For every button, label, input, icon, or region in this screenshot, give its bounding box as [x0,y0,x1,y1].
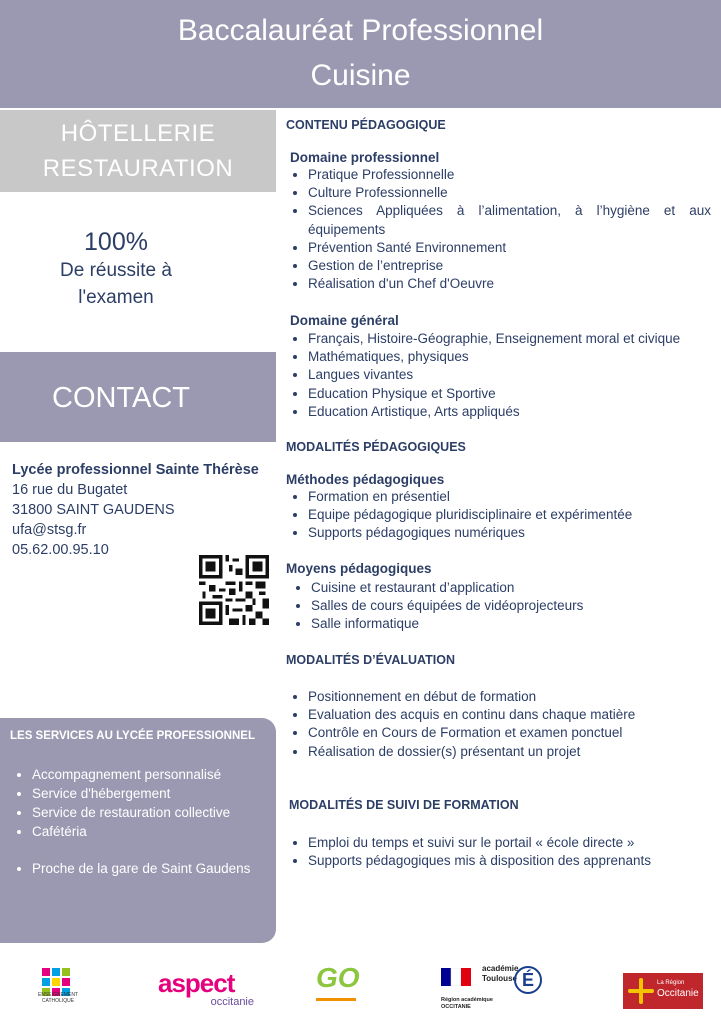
enseignement-catholique-text: ENSEIGNEMENT CATHOLIQUE [37,992,78,1004]
list-item: • Accompagnement personnalisé [32,765,230,784]
aspect-occitanie-logo [158,970,258,1010]
list-item: • Supports pédagogiques numériques [308,524,721,542]
list-item: • Réalisation de dossier(s) présentant un projet [308,743,721,761]
success-percent: 100% [84,228,148,256]
list-item: • Langues vivantes [308,366,721,384]
services-list [0,765,230,841]
pro-domain-list [288,166,711,293]
school-phone[interactable]: 05.62.00.95.10 [12,542,109,558]
success-line1: De réussite à [60,260,172,281]
moyens-list [291,579,721,634]
list-item: • Culture Professionnelle [308,184,711,202]
occitanie-line2: Occitanie [657,988,699,999]
list-item: • Mathématiques, physiques [308,348,721,366]
section-title-suivi: MODALITÉS DE SUIVI DE FORMATION [289,798,519,812]
specialty-banner [0,110,276,192]
services-title: LES SERVICES AU LYCÉE PROFESSIONNEL [10,730,255,742]
list-item: • Gestion de l’entreprise [308,257,711,275]
school-email[interactable]: ufa@stsg.fr [12,522,87,538]
list-item: • Emploi du temps et suivi sur le portail « école directe » [308,834,721,852]
academie-toulouse-logo [482,964,542,998]
sgo-logo-text: GO [316,962,360,993]
general-domain-list [288,330,721,421]
list-item: • Education Physique et Sportive [308,385,721,403]
subsection-title-pro: Domaine professionnel [290,150,440,165]
list-item: • Prévention Santé Environnement [308,239,711,257]
school-name: Lycée professionnel Sainte Thérèse [12,462,259,478]
page-title: Baccalauréat Professionnel [177,14,544,47]
list-item: • Service d'hébergement [32,784,230,803]
aspect-logo-sub: occitanie [210,996,254,1008]
list-item: • Evaluation des acquis en continu dans chaque matière [308,706,721,724]
list-item: • Cuisine et restaurant d’application [311,579,721,597]
region-occitanie-logo [623,973,703,1009]
services-panel [0,718,276,943]
academie-e-icon: É [514,966,542,994]
page-header [0,0,721,108]
section-title-contenu: CONTENU PÉDAGOGIQUE [286,118,446,132]
subsection-title-methodes: Méthodes pédagogiques [286,472,445,487]
list-item: • Education Artistique, Arts appliqués [308,403,721,421]
contact-details [12,460,282,560]
occitanie-line1: La Région [657,980,685,986]
list-item: • Supports pédagogiques mis à disposition des apprenants [308,852,721,870]
sgo-logo [316,962,362,1010]
list-item: • Contrôle en Cours de Formation et examen ponctuel [308,724,721,742]
list-item: • Positionnement en début de formation [308,688,721,706]
services-extra-list [0,859,250,878]
evaluation-list [288,688,721,761]
list-item: • Sciences Appliquées à l’alimentation, à l’hygiène et aux équipements [308,202,711,238]
success-line2: l'examen [78,287,154,308]
section-title-modalites: MODALITÉS PÉDAGOGIQUES [286,440,466,454]
contact-heading: CONTACT [52,382,191,414]
suivi-list [288,834,721,870]
contact-banner [0,352,276,442]
list-item: • Proche de la gare de Saint Gaudens [32,859,250,878]
list-item: • Formation en présentiel [308,488,721,506]
success-rate [0,228,232,311]
school-city: 31800 SAINT GAUDENS [12,502,175,518]
occitan-cross-icon [627,977,655,1005]
qr-code-icon[interactable] [199,555,269,625]
list-item: • Pratique Professionnelle [308,166,711,184]
academie-text: académie Toulouse [482,964,519,983]
list-item: • Service de restauration collective [32,803,230,822]
school-address: 16 rue du Bugatet [12,482,128,498]
list-item: • Cafétéria [32,822,230,841]
marianne-flag-icon [440,968,472,986]
section-title-evaluation: MODALITÉS D’ÉVALUATION [286,653,455,667]
subsection-title-gen: Domaine général [290,313,399,328]
list-item: • Réalisation d'un Chef d'Oeuvre [308,275,711,293]
subsection-title-moyens: Moyens pédagogiques [286,561,432,576]
specialty-line2: RESTAURATION [42,155,234,182]
sgo-logo-bar [316,998,356,1001]
region-academique-line2: OCCITANIE [441,1004,471,1010]
list-item: • Français, Histoire-Géographie, Enseignement moral et civique [308,330,721,348]
region-academique-line1: Région académique [441,997,493,1003]
list-item: • Salle informatique [311,615,721,633]
aspect-logo-text: aspect [158,968,235,998]
methodes-list [288,488,721,543]
region-academique-text [441,997,493,1011]
specialty-line1: HÔTELLERIE [60,120,216,147]
list-item: • Salles de cours équipées de vidéoprojecteurs [311,597,721,615]
list-item: • Equipe pédagogique pluridisciplinaire et expérimentée [308,506,721,524]
page-subtitle: Cuisine [310,59,411,92]
